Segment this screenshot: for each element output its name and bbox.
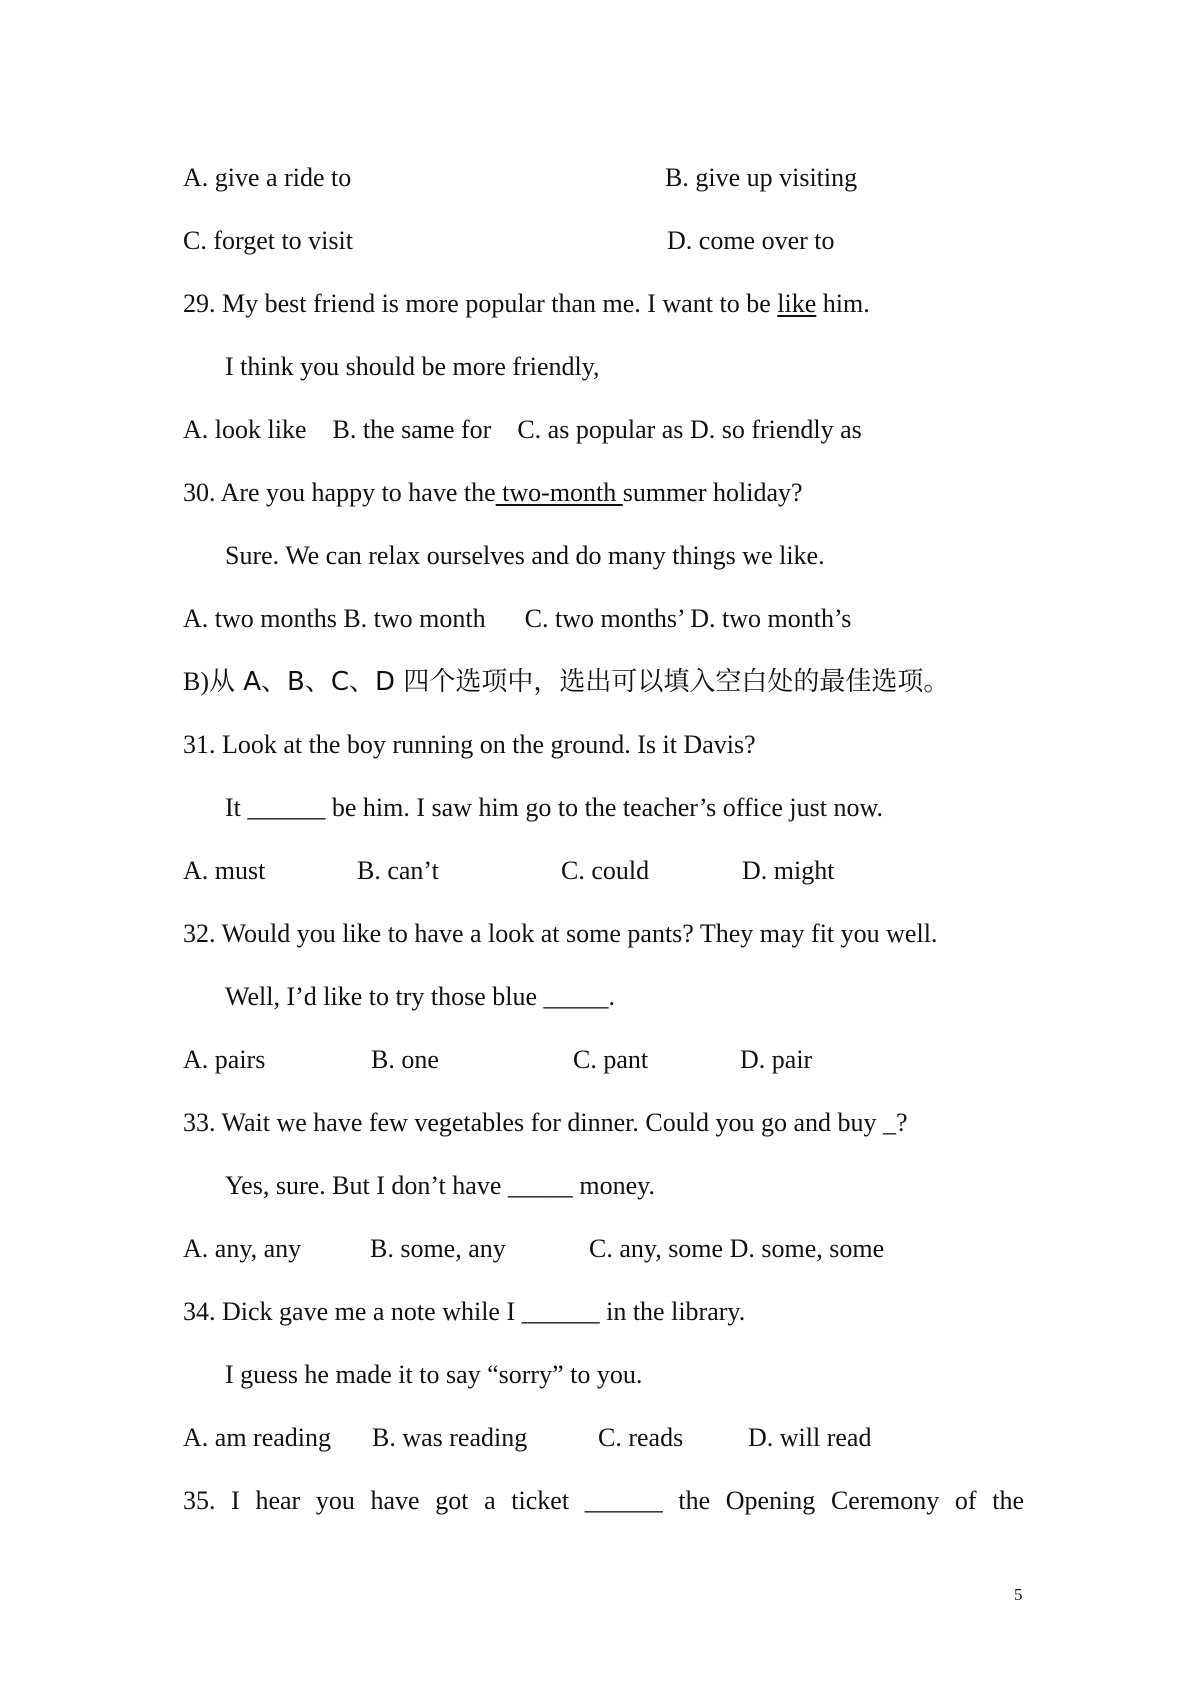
q32-option-a: A. pairs: [183, 1045, 266, 1074]
section-b-label: B): [183, 667, 209, 696]
q31-option-d: D. might: [742, 856, 835, 885]
q29-question-prefix: 29. My best friend is more popular than me. I want to be: [183, 289, 778, 318]
q32-option-d: D. pair: [740, 1045, 813, 1074]
q30-question-suffix: summer holiday?: [622, 478, 803, 507]
q30-options: [183, 603, 851, 635]
q31-question: 31. Look at the boy running on the ground. Is it Davis?: [183, 730, 756, 759]
q28-option-c: C. forget to visit: [183, 226, 353, 255]
q33-options-cd: [589, 1233, 884, 1265]
q32-reply: Well, I’d like to try those blue _____.: [225, 982, 615, 1011]
q29-question-suffix: him.: [816, 289, 870, 318]
q29-option-a: A. look like: [183, 415, 307, 444]
q29-reply: I think you should be more friendly,: [225, 352, 600, 381]
q28-option-d: D. come over to: [667, 226, 835, 255]
q30-option-c: C. two months’: [524, 604, 684, 633]
q33-option-c: C. any, some: [589, 1234, 724, 1263]
q28-option-b: B. give up visiting: [665, 163, 858, 192]
q33-option-d: D. some, some: [729, 1234, 885, 1263]
q29-question: [183, 288, 870, 320]
q29-option-d: D. so friendly as: [689, 415, 862, 444]
q34-option-c: C. reads: [598, 1423, 684, 1452]
q30-question-prefix: 30. Are you happy to have the: [183, 478, 496, 507]
q29-option-c: C. as popular as: [517, 415, 684, 444]
q34-option-a: A. am reading: [183, 1423, 332, 1452]
q30-option-b: B. two month: [343, 604, 486, 633]
q34-option-b: B. was reading: [372, 1423, 528, 1452]
q31-option-b: B. can’t: [357, 856, 439, 885]
q30-underlined-phrase: two-month: [495, 478, 623, 507]
q30-reply: Sure. We can relax ourselves and do many things we like.: [225, 541, 825, 570]
q29-options: [183, 414, 862, 446]
q30-question: [183, 477, 803, 509]
q29-option-b: B. the same for: [332, 415, 492, 444]
page-number: 5: [1014, 1585, 1023, 1604]
q33-reply: Yes, sure. But I don’t have _____ money.: [225, 1171, 655, 1200]
q31-reply: It ______ be him. I saw him go to the teacher’s office just now.: [225, 793, 884, 822]
q34-reply: I guess he made it to say “sorry” to you.: [225, 1360, 643, 1389]
q28-option-a: A. give a ride to: [183, 163, 352, 192]
q30-option-d: D. two month’s: [690, 604, 852, 633]
q33-question: 33. Wait we have few vegetables for dinner. Could you go and buy _?: [183, 1108, 908, 1137]
q33-option-a: A. any, any: [183, 1234, 302, 1263]
q31-option-a: A. must: [183, 856, 266, 885]
q34-question: 34. Dick gave me a note while I ______ in the library.: [183, 1297, 746, 1326]
q29-underlined-word: like: [777, 289, 817, 318]
q30-option-a: A. two months: [183, 604, 337, 633]
q31-option-c: C. could: [561, 856, 650, 885]
q35-question: 35. I hear you have got a ticket ______ the Opening Ceremony of the: [183, 1486, 1024, 1515]
q34-option-d: D. will read: [748, 1423, 872, 1452]
q33-option-b: B. some, any: [370, 1234, 506, 1263]
section-b-instruction: [183, 666, 949, 698]
q32-question: 32. Would you like to have a look at some pants? They may fit you well.: [183, 919, 938, 948]
q32-option-b: B. one: [371, 1045, 439, 1074]
q32-option-c: C. pant: [573, 1045, 649, 1074]
section-b-text: 从 A、B、C、D 四个选项中，选出可以填入空白处的最佳选项。: [209, 667, 950, 697]
